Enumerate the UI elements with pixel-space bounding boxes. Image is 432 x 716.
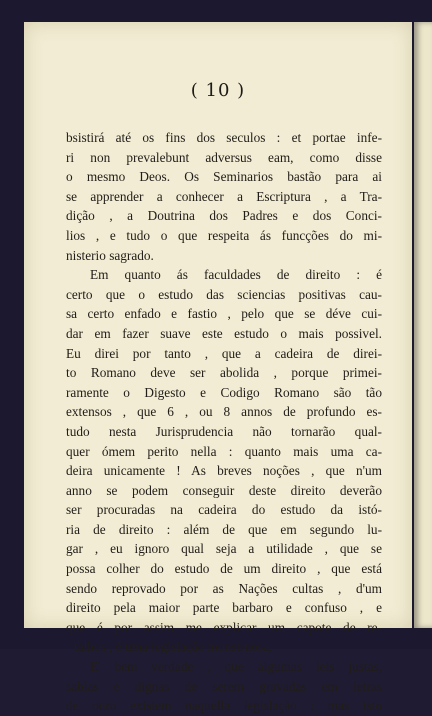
text-line: dição , a Doutrina dos Padres e dos Conci- <box>66 208 382 224</box>
text-line: que é por assim me explicar um capote de re- <box>66 619 382 635</box>
text-line: ri non prevalebunt adversus eam, como disse <box>66 149 382 165</box>
text-line: talhos , é uma legislação monstruosa. <box>74 639 273 655</box>
text-line: se apprender a conhecer a Escriptura , a Tra- <box>66 188 382 204</box>
text-line: ser procuradas na cadeira do estudo da istó- <box>66 502 382 518</box>
text-line: gar , eu ignoro qual seja a utilidade , que se <box>66 541 382 557</box>
page-number: ( 10 ) <box>190 80 246 101</box>
text-line: sa certo enfado e fastio , pelo que se déve cui- <box>66 306 382 322</box>
text-line: dar em fazer suave este estudo o mais possivel. <box>66 325 382 341</box>
adjacent-page-edge <box>414 22 432 628</box>
text-line: sabias e dignas de serem gravadas em letras <box>66 678 382 694</box>
text-line: direito pela maior parte barbaro e confuso , e <box>66 600 382 616</box>
text-line: possa colher do estudo de um direito , que está <box>66 561 382 577</box>
text-line: bsistirá até os fins dos seculos : et portae infe- <box>66 130 382 145</box>
text-line: ramente o Digesto e Codigo Romano são tão <box>66 384 382 400</box>
text-line: nisterio sagrado. <box>66 247 154 263</box>
text-line: to Romano deve ser abolida , porque primei- <box>66 365 382 381</box>
book-page <box>24 22 412 714</box>
paragraph-start: Em quanto ás faculdades de direito : é <box>90 267 382 283</box>
paragraph-start: E' bem verdade , que algumas leis justas, <box>90 659 382 675</box>
text-line: certo que o estudo das sciencias positivas cau- <box>66 286 382 302</box>
text-line: sendo reprovado por as Nações cultas , d'um <box>66 580 382 596</box>
text-line: de ouro existem naquella legislação : mas isto <box>66 698 382 714</box>
text-line: lios , e tudo o que respeita ás funcções do mi- <box>66 227 382 243</box>
text-line: o mesmo Deos. Os Seminarios bastão para ai <box>66 169 382 185</box>
text-line: ria de direito : além de que em segundo lu- <box>66 521 382 537</box>
text-line: anno se podem conseguir deste direito deverão <box>66 482 382 498</box>
text-line: deira unicamente ! As breves noções , que n'um <box>66 463 382 479</box>
body-text <box>66 128 382 716</box>
text-line: extensos , que 6 , ou 8 annos de profundo es- <box>66 404 382 420</box>
text-line: tudo nesta Jurisprudencia não tornarão qual- <box>66 423 382 439</box>
text-line: quer ómem perito nella : quanto mais uma ca- <box>66 443 382 459</box>
text-line: Eu direi por tanto , que a cadeira de direi- <box>66 345 382 361</box>
